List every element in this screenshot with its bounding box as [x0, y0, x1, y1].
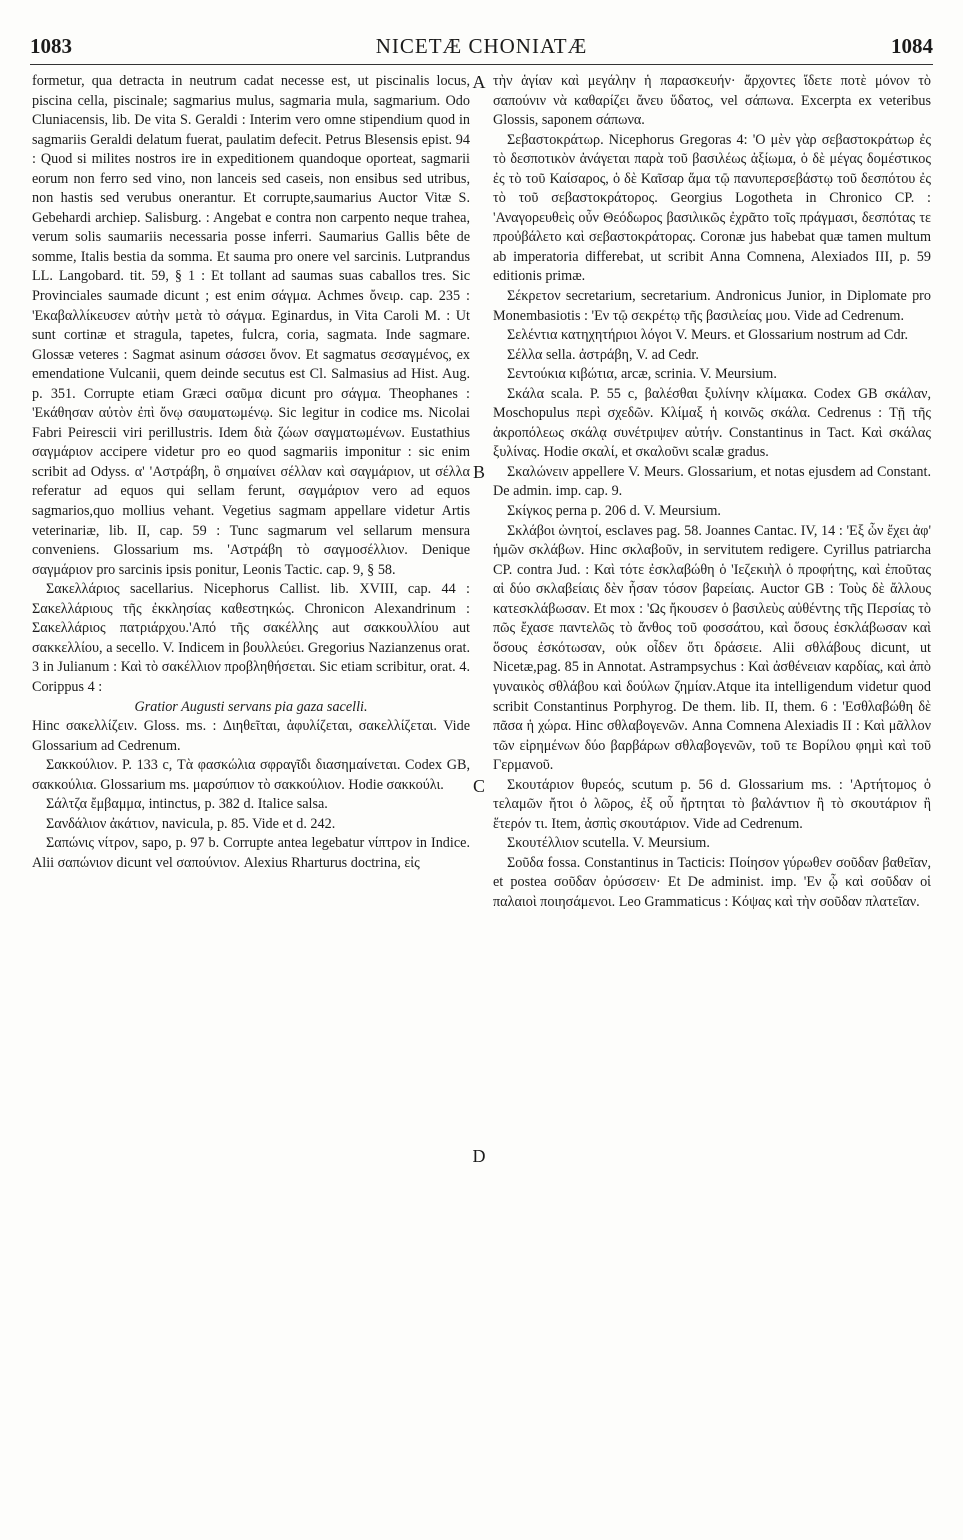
- paragraph: Hinc σακελλίζειν. Gloss. ms. : Διηθεῖται, ἀφυλίζεται, σακελλίζεται. Vide Glossarium ad Cedrenum.: [32, 718, 470, 754]
- entry-saltza: Σάλτζα ἔμβαμμα, intinctus, p. 382 d. Italice salsa.: [46, 796, 328, 813]
- verse-quote: Gratior Augusti servans pia gaza sacelli.: [134, 698, 368, 715]
- entry-skala: Σκάλα scala. P. 55 c, βαλέσθαι ξυλίνην κλίμακα. Codex GB σκάλαν, Moschopulus περὶ σχεδῶν. Κλίμαξ ἡ κοινῶς σκάλα. Cedrenus : Τῇ τῆς ἀκροπόλεως σκάλᾳ συνέτριψεν αὐτήν. Constantinus in Tact. Καὶ σκάλας ξυλίνας. Hodie σκαλί, et σκαλοῦνι scalæ gradus.: [493, 385, 931, 461]
- entry-skoutellion: Σκουτέλλιον scutella. V. Meursium.: [507, 835, 710, 852]
- entry-sekreton: Σέκρετον secretarium, secretarium. Andronicus Junior, in Diplomate pro Monembasiotis : 'Εν τῷ σεκρέτῳ τῆς βασιλείας μου. Vide ad Cedrenum.: [493, 288, 931, 324]
- entry-saponis: Σαπώνις νίτρον, sapo, p. 97 b. Corrupte antea legebatur νίπτρον in Indice. Alii σαπώνιον dicunt vel σαπούνιον. Alexius Rharturus doctrina, εἰς: [32, 835, 470, 871]
- entry-sandalion: Σανδάλιον ἀκάτιον, navicula, p. 85. Vide et d. 242.: [46, 815, 336, 832]
- paragraph: τὴν ἁγίαν καὶ μεγάλην ἡ παρασκευήν· ἄρχοντες ἴδετε ποτὲ μόνον τὸ σαπούνιν νὰ καθαρίζει ἄνευ ὕδατος, vel σάπωνα. Excerpta ex veteribus Glossis, saponem σάπωνα.: [493, 73, 931, 129]
- entry-sentoukia: Σεντούκια κιβώτια, arcæ, scrinia. V. Meursium.: [507, 366, 777, 383]
- margin-marker-a: A: [472, 72, 486, 92]
- entry-sella: Σέλλα sella. ἀστράβη, V. ad Cedr.: [507, 346, 699, 363]
- entry-skalonein: Σκαλώνειν appellere V. Meurs. Glossarium, et notas ejusdem ad Constant. De admin. imp. cap. 9.: [493, 463, 931, 500]
- header-rule: [30, 64, 933, 65]
- entry-souda: Σοῦδα fossa. Constantinus in Tacticis: Ποίησον γύρωθεν σοῦδαν βαθεῖαν, et postea σοῦδαν ὀρύσσειν· Et De administ. imp. 'Εν ᾧ καὶ σοῦδαν οἱ παλαιοὶ ποιησάμενοι. Leo Grammaticus : Κόψας καὶ τὴν σοῦδαν πλατεῖαν.: [493, 854, 931, 910]
- page-header: [30, 30, 933, 62]
- margin-marker-b: B: [472, 462, 485, 482]
- page-number-right: 1084: [890, 33, 933, 58]
- entry-selentia: Σελέντια κατηχητήριοι λόγοι V. Meurs. et Glossarium nostrum ad Cdr.: [507, 327, 909, 344]
- margin-marker-c: C: [472, 776, 485, 796]
- running-title: NICETÆ CHONIATÆ: [375, 33, 588, 58]
- paragraph: formetur, qua detracta in neutrum cadat necesse est, ut piscinalis locus, piscina cella, piscinale; sagmarius mulus, sagmaria mula, sagmarium. Odo Cluniacensis, lib. De vita S. Geraldi : Interim vero omne stipendium quod in sagmariis Geraldi delatum fuerat, paulatim defecit. Petrus Blesensis epist. 94 : Quod si milites nostros ire in expeditionem quandoque oporteat, sagmarii eorum non ferro sed vino, non lanceis sed caseis, non ensibus sed utribus, non hastis sed verubus onerantur. Et corrupte,saumarius Auctor Vitæ S. Gebehardi archiep. Salisburg. : Angebat e contra non carpento neque trahea, verum solis saumariis necessaria posse inferri. Saumarius Gallis bête de somme, Italis bestia da somma. Et sauma pro onere vel sarcinis. Lutprandus LL. Langobard. tit. 59, § 1 : Et tollant ad saumas suas caballos tres. Sic Provinciales saumade dicunt ; est enim σάγμα. Achmes ὄνειρ. cap. 235 : 'Εκαβαλλίκευσεν αὐτὴν μετὰ τὸ σάγμα. Eginardus, in Vita Caroli M. : Ut sunt cortinæ et stragula, tapetes, fulcra, coria, sagmata. Inde sagmare. Glossæ veteres : Sagmat asinum σάσσει ὄνον. Et sagmatus σεσαγμένος, ex emendatione Vulcanii, quem deinde secutus est Cl. Salmasius ad Hist. Aug. p. 351. Corrupte etiam Græci σαῦμα dicunt pro σάγμα. Theophanes : 'Εκάθησαν αὐτὸν ἐπὶ ὄνῳ σαυματωμένῳ. Sic legitur in codice ms. Nicolai Fabri Peirescii viri perillustris. Idem διὰ ζώων σαγματωμένων. Eustathius σαγμάριον accipere videtur pro eo quod sagmariis imponitur : sic enim scribit ad Odyss. α' 'Αστράβη, ὃ σημαίνει σέλλαν καὶ σαγμάριον, ut σέλλα referatur ad equos qui sellam ferunt, σαγμάριον vero ad equos sagmarios,quo mollius vehant. Vegetius sagmam appellare videtur Artis veterinariæ, lib. II, cap. 59 : Tunc sagmarum vel sellarum mensura conveniens. Glossarium ms. 'Αστράβη τὸ σαγμοσέλλιον. Denique σαγμάριον pro sarcinis ipsis ponitur, Leonis Tactic. cap. 9, § 58.: [32, 73, 470, 578]
- entry-skoutarion: Σκουτάριον θυρεός, scutum p. 56 d. Glossarium ms. : 'Αρτήτομος ὁ τελαμῶν ἤτοι ὁ λῶρος, ἐξ οὗ ἤρτηται τὸ βαλάντιον ἢ τὸ σκουτάριον ἢ ἕτερόν τι. Item, ἀσπὶς σκουτάριον. Vide ad Cedrenum.: [493, 776, 931, 832]
- entry-skingos: Σκίγκος perna p. 206 d. V. Meursium.: [507, 503, 721, 520]
- entry-sebastokrator: Σεβαστοκράτωρ. Nicephorus Gregoras 4: 'Ο μὲν γὰρ σεβαστοκράτωρ ἐς τὸ δεσποτικὸν ἀνάγεται παρὰ τοῦ βασιλέως ἀξίωμα, ὁ δὲ μέγας δομέστικος ἐς τὸ τοῦ Καίσαρος, ὁ δὲ Καῖσαρ ἅμα τῷ πανυπερσεβάστῳ τοῦ δεσπότου ἐς τὸ τοῦ σεβαστοκράτορος. Georgius Logotheta in Chronico CP. : 'Αναγορευθεὶς οὖν Θεόδωρος βασιλικῶς ἐχρᾶτο τοῖς πράγμασι, δεσπότας τε προὐβάλετο καὶ σεβαστοκράτορας. Coronæ jus habebat quæ tamen multum ab imperatoria differebat, ut scribit Anna Comnena, Alexiados III, p. 59 editionis primæ.: [493, 131, 931, 285]
- entry-sakkoulion: Σακκούλιον. P. 133 c, Τὰ φασκώλια σφραγῖδι διασημαίνεται. Codex GB, σακκούλια. Glossarium ms. μαρσύπιον τὸ σακκούλιον. Hodie σακκούλι.: [32, 757, 470, 793]
- right-column: [493, 72, 931, 1520]
- left-column: [32, 72, 470, 1520]
- page-number-left: 1083: [30, 33, 72, 58]
- entry-sakellarios: Σακελλάριος sacellarius. Nicephorus Callist. lib. XVIII, cap. 44 : Σακελλάριους τῆς ἐκκλησίας καθεστηκώς. Chronicon Alexandrinum : Σακελλάριος πατριάρχου.'Από τῆς σακέλλης aut σακκουλλίου aut σακκελλίου, a secello. V. Indicem in βουλλεύει. Gregorius Nazianzenus orat. 3 in Julianum : Καὶ τὸ σακέλλιον προβληθήσεται. Sic etiam scribitur, orat. 4. Corippus 4 :: [32, 581, 470, 695]
- margin-marker-d: D: [472, 1146, 486, 1166]
- entry-sklavoi: Σκλάβοι ὠνητοί, esclaves pag. 58. Joannes Cantac. IV, 14 : 'Εξ ὧν ἔχει ἀφ' ἡμῶν σκλάβων. Hinc σκλαβοῦν, in servitutem redigere. Cyrillus patriarcha CP. contra Jud. : Καὶ τότε ἐσκλαβώθη ὁ 'Ιεζεκιὴλ ὁ προφήτης, καὶ ἐποῦτας αἱ δύο σκλαβείαις δὲν ἦσαν τόσον βαρείαις. Auctor GB : Τοὺς δὲ ἄλλους κατεσκλάβωσαν. Et mox : 'Ως ἤκουσεν ὁ βασιλεὺς αὐθέντης τῆς Περσίας τὸ πῶς ἔχασε παντελῶς τὸ ἄνθος τοῦ φοσσάτου, καὶ ὅσους ἐσκλάβωσαν καὶ ὅσους ἐσκότωσαν, οὐκ οἶδεν ὅτι δράσειε. Alii σθλάβους dicunt, ut Nicetæ,pag. 85 in Annotat. Astrampsychus : Καὶ ἀσθένειαν καρδίας, καὶ ἀπὸ γυναικὸς σθλάβου καὶ δούλων ζημίαν.Atque ita intelligendum videtur quod scribit Constantinus Porphyrog. De them. lib. II, them. 6 : 'Εσθλαβώθη δὲ πᾶσα ἡ χώρα. Hinc σθλαβογενῶν. Anna Comnena Alexiadis II : Καὶ μᾶλλον τῶν εἰρημένων δύο βαρβάρων σθλαβογενῶν, τοῦ τε Βορίλου φημὶ καὶ τοῦ Γερμανοῦ.: [493, 522, 931, 774]
